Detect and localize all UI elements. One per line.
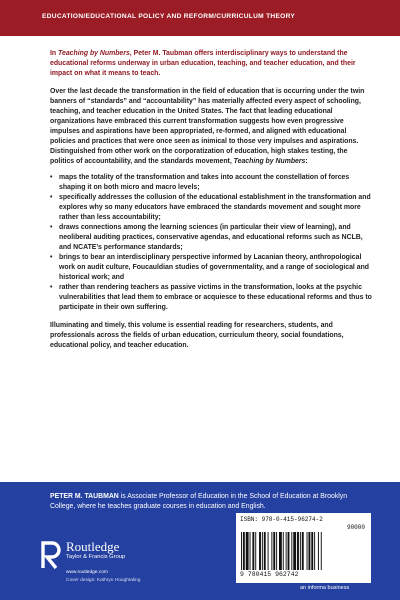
intro-pre: In [50,50,59,57]
barcode-bar [311,532,313,570]
author-bio [50,492,372,512]
feature-item [50,193,372,223]
barcode-bar [321,532,322,570]
barcode-bar [288,532,290,570]
price-code: 90000 [346,524,365,531]
feature-text: maps the totality of the transformation and takes into account the constellation of forces shaping it on both micro and macro levels; [59,174,350,191]
barcode-bar [297,532,299,570]
feature-item [50,223,372,253]
barcode-bar [246,532,249,570]
barcode-bar [262,532,263,570]
feature-item [50,173,372,193]
intro-paragraph [50,49,372,79]
barcode-bar [255,532,256,570]
barcode-bar [252,532,254,570]
barcode-bar [279,532,282,570]
bullet-icon: • [50,224,53,231]
description-book-title: Teaching by Numbers [233,158,306,165]
bullet-icon: • [50,284,53,291]
barcode-bar [264,532,266,570]
informa-tagline: an informa business [300,585,350,591]
routledge-r-icon [40,540,62,570]
author-name: PETER M. TAUBMAN [50,493,119,500]
barcode-bar [271,532,272,570]
publisher-url: www.routledge.com [66,570,108,575]
intro-book-title: Teaching by Numbers [58,50,130,57]
barcode-bar [302,532,304,570]
feature-item [50,283,372,313]
feature-text: rather than rendering teachers as passive victims in the transformation, looks at the psychic vulnerabilities that lead them to embrace or acquiesce to these educational reforms and thus to participate in their own suffering. [59,284,372,311]
publisher-name: Routledge [66,539,120,554]
barcode-digits: 9 780415 962742 [240,571,299,578]
publisher-group: Taylor & Francis Group [66,554,126,560]
barcode-bar [291,532,292,570]
barcode-bar [250,532,251,570]
feature-list [50,173,372,313]
barcode-image [240,532,367,570]
category-banner [0,0,400,36]
isbn-label: ISBN: 978-0-415-96274-2 [240,516,323,523]
closing-paragraph: Illuminating and timely, this volume is essential reading for researchers, students, and professionals across the fields of urban education, curriculum theory, social foundations, educational policy, and teacher education. [50,322,344,349]
barcode-bar [276,532,277,570]
feature-text: draws connections among the learning sciences (in particular their view of learning), and neoliberal auditing practices, conservative agendas, and educational reforms such as NCLB, and NCATE’s performance standards; [59,224,363,251]
feature-text: specifically addresses the collusion of the educational establishment in the transformation and explores why so many educators have embraced the standards movement and sought more rather than less accountability; [59,194,371,221]
barcode-bar [308,532,310,570]
barcode-bar [307,532,308,570]
barcode-bar [318,532,319,570]
description-pre: Over the last decade the transformation in the field of education that is occurring under the twin banners of “standards” and “accountability” has materially affected every aspect of schooling, teaching, and teacher education in the United States. The fact that leading educational organizations have embraced this current transformation suggests how even progressive impulses and aspirations have been appropriated, re-formed, and aligned with educational policies and practices that were once seen as inimical to those very impulses and aspirations. Distinguished from other work on the corporatization of education, high stakes testing, the politics of accountability, and the standards movement, [50,88,365,165]
description-paragraph [50,87,372,167]
bullet-icon: • [50,174,53,181]
barcode-bar [243,532,245,570]
description-post: : [305,158,308,165]
barcode-bar [283,532,284,570]
feature-text: brings to bear an interdisciplinary perspective informed by Lacanian theory, anthropological work on audit culture, Foucauldian studies of governmentality, and a range of sociological and historical work; and [59,254,369,281]
barcode-bar [314,532,315,570]
publisher-logo [40,537,160,595]
barcode-bar [293,532,296,570]
barcode-bar [300,532,301,570]
author-bio-text: is Associate Professor of Education in the School of Education at Brooklyn College, where he teaches graduate courses in education and English. [50,493,348,510]
feature-item [50,253,372,283]
bullet-icon: • [50,254,53,261]
barcode-bar [259,532,261,570]
barcode-bar [241,532,242,570]
category-label: EDUCATION/EDUCATIONAL POLICY AND REFORM/CURRICULUM THEORY [42,13,296,20]
cover-credit: Cover design: Kathryn Houghtaling [66,578,141,583]
back-cover-text [50,49,372,357]
isbn-barcode [236,513,371,583]
bullet-icon: • [50,194,53,201]
barcode-bar [273,532,275,570]
barcode-bar [286,532,287,570]
barcode-bar [268,532,269,570]
intro-post: , Peter M. Taubman offers interdisciplinary ways to understand the educational reforms underway in urban education, teaching, and teacher education, and their impact on what it means to teach. [50,50,356,77]
